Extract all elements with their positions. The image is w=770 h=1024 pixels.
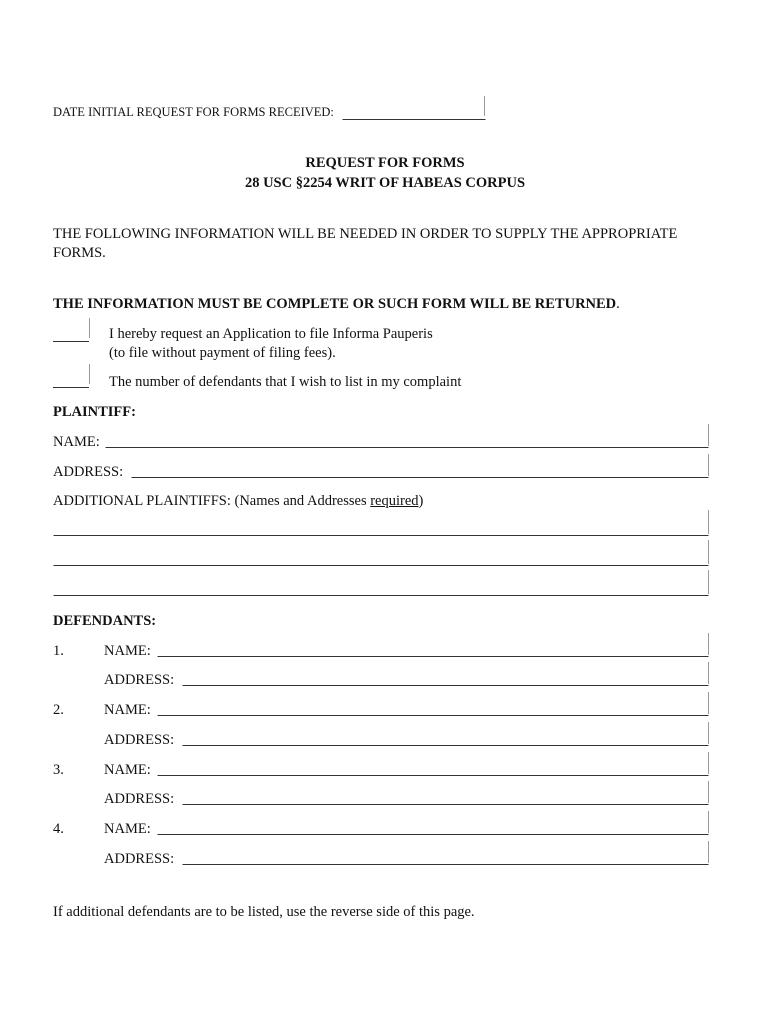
completeness-warning-text: THE INFORMATION MUST BE COMPLETE OR SUCH FORM WILL BE RETURNED: [53, 296, 617, 312]
defendant-address-label: ADDRESS:: [104, 791, 175, 807]
form-subtitle: 28 USC §2254 WRIT OF HABEAS CORPUS: [244, 175, 526, 191]
defendant-2-address-field[interactable]: [182, 724, 709, 746]
form-title: REQUEST FOR FORMS: [305, 155, 465, 171]
additional-plaintiffs-close: ): [418, 493, 424, 509]
field-edge-mark: [708, 540, 709, 564]
additional-plaintiffs-text: ADDITIONAL PLAINTIFFS: (Names and Addresses: [53, 493, 371, 509]
defendant-address-label: ADDRESS:: [104, 732, 175, 748]
defendant-4-address-field[interactable]: [182, 843, 709, 865]
defendant-number: 4.: [53, 821, 64, 837]
plaintiff-address-field[interactable]: [131, 456, 709, 478]
field-edge-mark: [708, 570, 709, 594]
field-edge-mark: [708, 781, 709, 803]
completeness-warning: [53, 295, 620, 313]
defendant-address-label: ADDRESS:: [104, 851, 175, 867]
field-edge-mark: [708, 510, 709, 534]
defendant-count-text: The number of defendants that I wish to list in my complaint: [109, 374, 462, 390]
defendant-name-label: NAME:: [104, 643, 151, 659]
plaintiff-name-field[interactable]: [105, 426, 709, 448]
field-edge-mark: [708, 454, 709, 476]
field-edge-mark: [89, 364, 90, 384]
pauperis-request-blank[interactable]: [53, 320, 89, 342]
defendant-3-address-field[interactable]: [182, 783, 709, 805]
additional-plaintiffs-label: [53, 492, 423, 510]
defendant-1-name-field[interactable]: [157, 635, 709, 657]
field-edge-mark: [708, 424, 709, 446]
defendant-1-address-field[interactable]: [182, 664, 709, 686]
additional-plaintiffs-line-2[interactable]: [53, 544, 709, 566]
field-edge-mark: [708, 841, 709, 863]
defendants-heading: DEFENDANTS:: [53, 613, 157, 629]
defendant-number: 3.: [53, 762, 64, 778]
defendant-count-blank[interactable]: [53, 366, 89, 388]
date-received-label: DATE INITIAL REQUEST FOR FORMS RECEIVED:: [53, 105, 334, 119]
pauperis-request-note: (to file without payment of filing fees).: [109, 345, 336, 361]
required-note: required: [370, 493, 419, 509]
field-edge-mark: [708, 662, 709, 684]
plaintiff-heading: PLAINTIFF:: [53, 404, 136, 420]
intro-line-1: THE FOLLOWING INFORMATION WILL BE NEEDED IN ORDER TO SUPPLY THE APPROPRIATE: [53, 226, 678, 242]
field-edge-mark: [708, 811, 709, 833]
additional-plaintiffs-line-1[interactable]: [53, 514, 709, 536]
defendant-name-label: NAME:: [104, 762, 151, 778]
reverse-side-note: If additional defendants are to be listed, use the reverse side of this page.: [53, 904, 475, 920]
date-received-field[interactable]: [342, 98, 486, 120]
defendant-number: 1.: [53, 643, 64, 659]
defendant-number: 2.: [53, 702, 64, 718]
defendant-address-label: ADDRESS:: [104, 672, 175, 688]
defendant-3-name-field[interactable]: [157, 754, 709, 776]
plaintiff-address-label: ADDRESS:: [53, 464, 124, 480]
plaintiff-name-label: NAME:: [53, 434, 100, 450]
field-edge-mark: [89, 318, 90, 338]
field-edge-mark: [708, 692, 709, 714]
field-edge-mark: [708, 722, 709, 744]
field-edge-mark: [708, 752, 709, 774]
field-edge-mark: [708, 633, 709, 655]
intro-line-2: FORMS.: [53, 245, 106, 261]
field-edge-mark: [484, 96, 485, 116]
defendant-name-label: NAME:: [104, 702, 151, 718]
defendant-2-name-field[interactable]: [157, 694, 709, 716]
defendant-name-label: NAME:: [104, 821, 151, 837]
additional-plaintiffs-line-3[interactable]: [53, 574, 709, 596]
pauperis-request-text: I hereby request an Application to file Informa Pauperis: [109, 326, 433, 342]
defendant-4-name-field[interactable]: [157, 813, 709, 835]
completeness-warning-period: .: [616, 296, 620, 312]
